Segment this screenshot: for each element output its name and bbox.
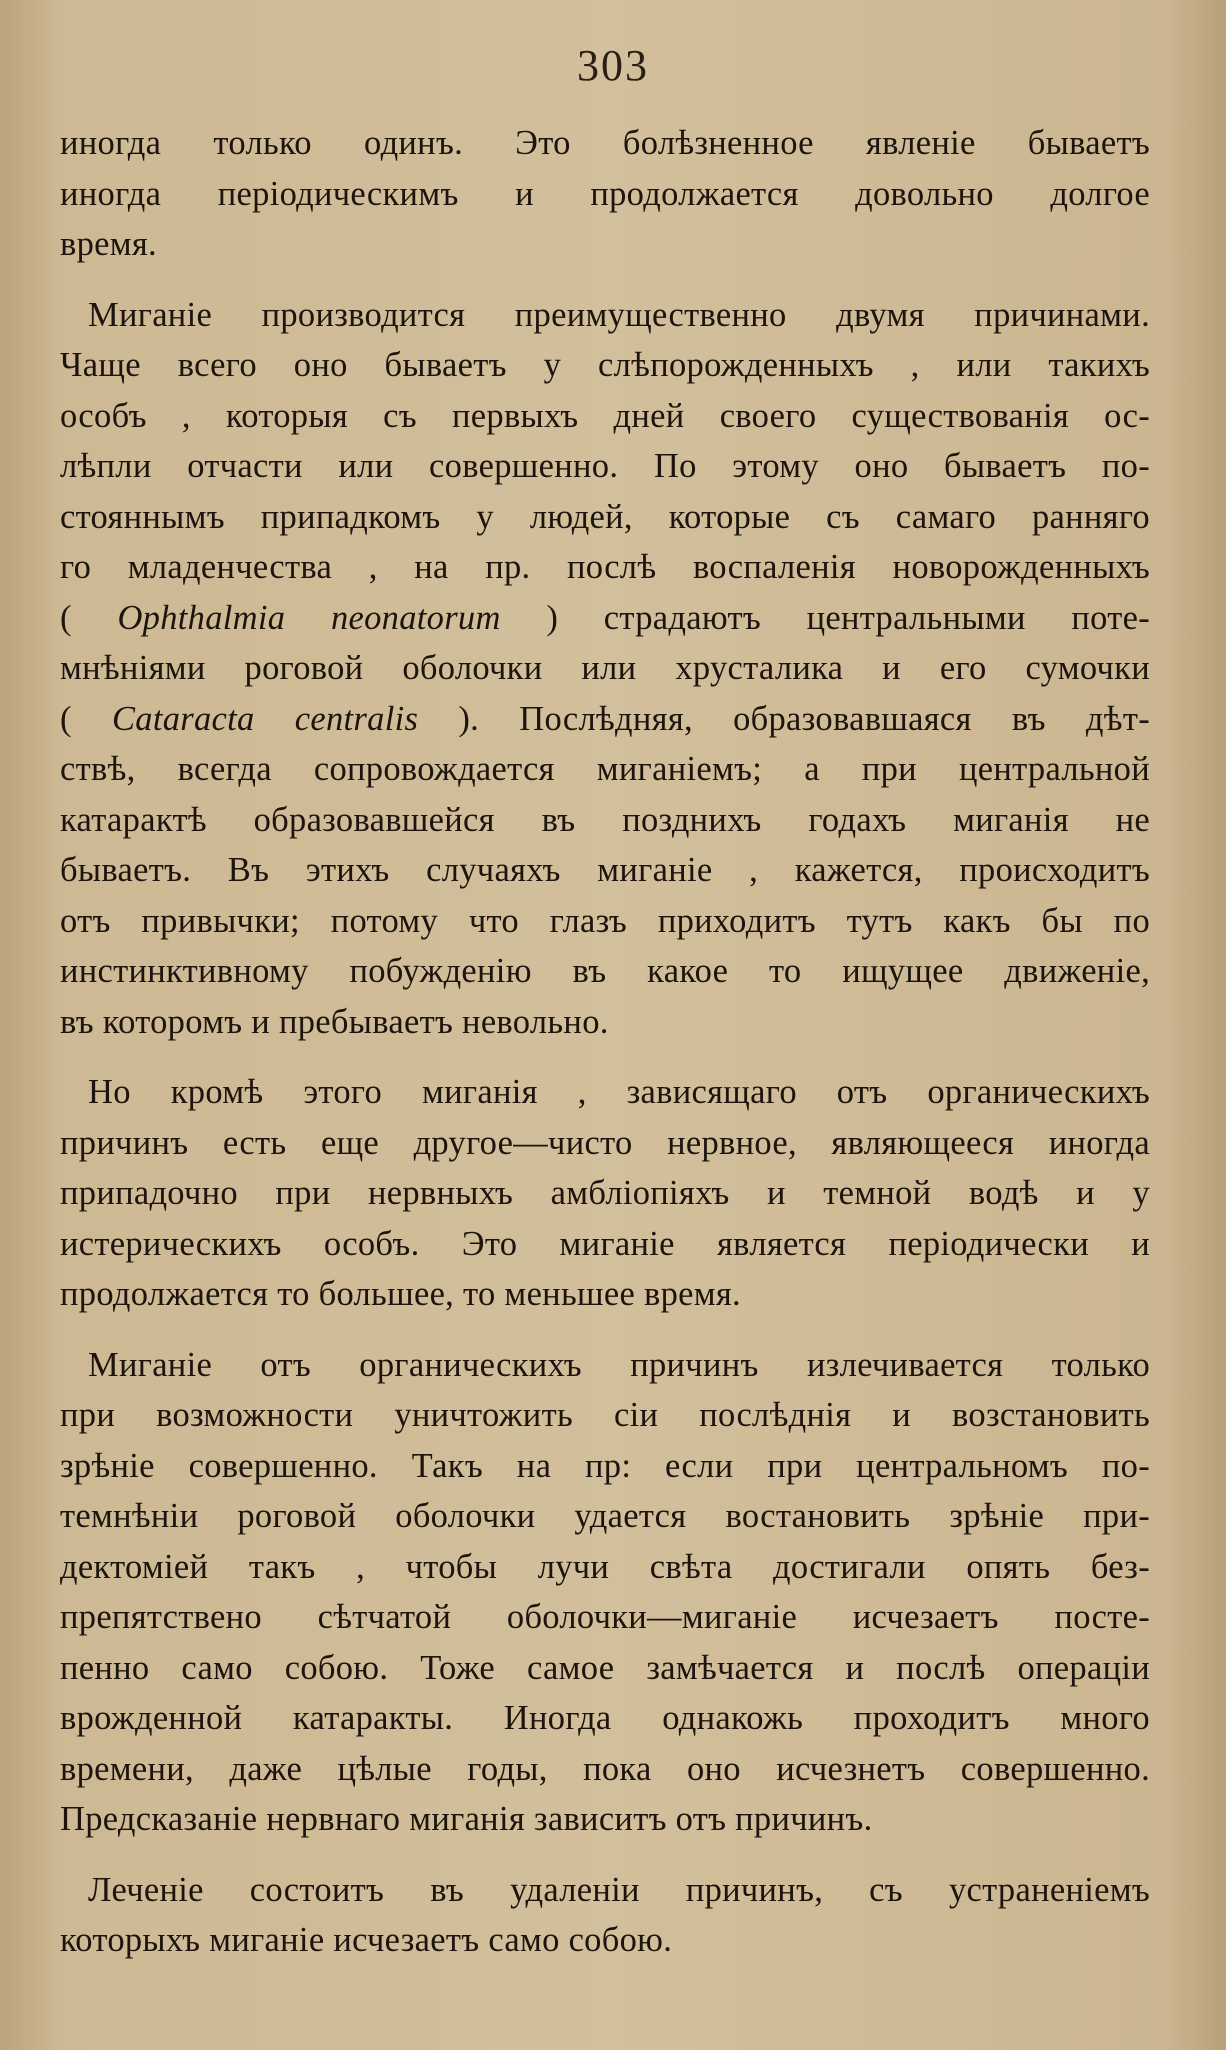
text-line: особъ , которыя съ первыхъ дней своего существованія ос- (60, 396, 1150, 435)
paragraph (60, 1340, 1150, 1845)
text-line: отъ привычки; потому что глазъ приходитъ тутъ какъ бы по (60, 901, 1150, 940)
text-line: дектоміей такъ , чтобы лучи свѣта достигали опять без- (60, 1547, 1150, 1586)
text-line: иногда только одинъ. Это болѣзненное явленіе бываетъ (60, 124, 1150, 162)
text-line: иногда періодическимъ и продолжается довольно долгое (60, 174, 1150, 213)
text-line: Но кромѣ этого миганія , зависящаго отъ органическихъ (88, 1073, 1150, 1111)
text-line: Миганіе отъ органическихъ причинъ излечивается только (88, 1345, 1150, 1384)
text-line: препятствено сѣтчатой оболочки—миганіе исчезаетъ посте- (60, 1598, 1150, 1636)
text-line: Предсказаніе нервнаго миганія зависитъ отъ причинъ. (60, 1800, 873, 1838)
text-line: катарактѣ образовавшейся въ позднихъ годахъ миганія не (60, 800, 1150, 839)
page-number: 303 (577, 41, 649, 90)
text-line: ( Ophthalmia neonatorum ) страдаютъ центральными поте- (60, 598, 1151, 637)
paragraph (60, 1865, 1150, 1966)
text-line: Миганіе производится преимущественно двумя причинами. (88, 295, 1150, 334)
text-line: го младенчества , на пр. послѣ воспаленія новорожденныхъ (60, 548, 1150, 586)
text-line: припадочно при нервныхъ амбліопіяхъ и темной водѣ и у (60, 1174, 1150, 1212)
text-line: пенно само собою. Тоже самое замѣчается и послѣ операціи (60, 1648, 1150, 1687)
text-line: время. (60, 225, 157, 263)
text-line: причинъ есть еще другое—чисто нервное, являющееся иногда (60, 1123, 1150, 1162)
text-line: ствѣ, всегда сопровождается миганіемъ; а при центральной (60, 750, 1150, 788)
text-line: лѣпли отчасти или совершенно. По этому оно бываетъ по- (60, 447, 1150, 485)
paragraph (60, 290, 1150, 1048)
text-line: мнѣніями роговой оболочки или хрусталика и его сумочки (60, 649, 1150, 687)
text-line: истерическихъ особъ. Это миганіе является періодически и (60, 1224, 1150, 1263)
text-line: стояннымъ припадкомъ у людей, которые съ самаго ранняго (60, 497, 1150, 536)
text-line: темнѣніи роговой оболочки удается востановить зрѣніе при- (60, 1497, 1150, 1535)
text-line: продолжается то большее, то меньшее время. (60, 1275, 741, 1313)
page-body (60, 118, 1150, 1986)
text-line: инстинктивному побужденію въ какое то ищущее движеніе, (60, 952, 1150, 990)
text-line: Леченіе состоитъ въ удаленіи причинъ, съ устраненіемъ (88, 1870, 1150, 1909)
text-line: врожденной катаракты. Иногда однакожь проходитъ много (60, 1699, 1150, 1737)
paragraph (60, 118, 1150, 270)
text-line: зрѣніе совершенно. Такъ на пр: если при центральномъ по- (60, 1446, 1150, 1485)
text-line: бываетъ. Въ этихъ случаяхъ миганіе , кажется, происходитъ (60, 851, 1150, 889)
text-line: ( Cataracta centralis ). Послѣдняя, образовавшаяся въ дѣт- (60, 699, 1150, 738)
text-line: въ которомъ и пребываетъ невольно. (60, 1002, 609, 1041)
text-line: которыхъ миганіе исчезаетъ само собою. (60, 1921, 673, 1959)
text-line: Чаще всего оно бываетъ у слѣпорожденныхъ , или такихъ (60, 346, 1150, 384)
paragraph (60, 1067, 1150, 1320)
text-line: при возможности уничтожить сіи послѣднія и возстановить (60, 1396, 1150, 1434)
text-line: времени, даже цѣлые годы, пока оно исчезнетъ совершенно. (60, 1749, 1150, 1788)
